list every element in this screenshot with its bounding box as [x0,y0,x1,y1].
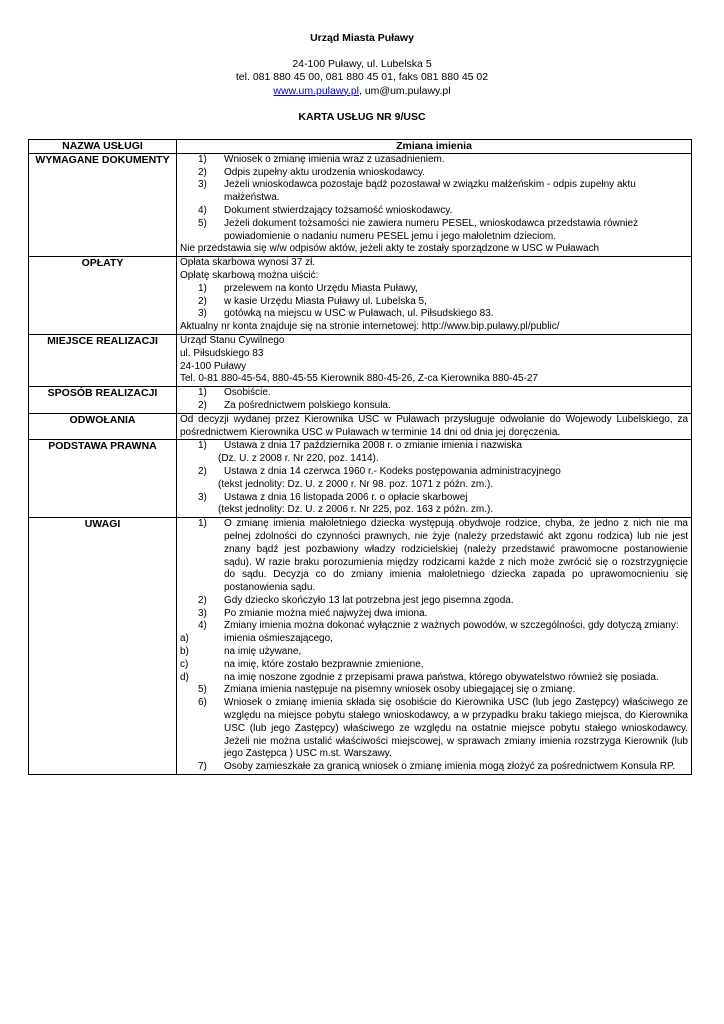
list-item: 2) Gdy dziecko skończyło 13 lat potrzebna jest jego pisemna zgoda. [198,594,514,606]
list-item: 2) Ustawa z dnia 14 czerwca 1960 r.- Kodeks postępowania administracyjnego [198,465,561,477]
appeal-label: ODWOŁANIA [29,413,177,440]
list-item: 4) Zmiany imienia można dokonać wyłącznie z ważnych powodów, w szczególności, gdy dotyczą zmiany: [198,620,679,632]
list-item: c) na imię, które zostało bezprawnie zmienione, [180,658,424,670]
fees-label: OPŁATY [29,257,177,335]
fees-row [29,257,692,335]
fee-payment-intro: Opłatę skarbową można uiścić: [180,269,319,281]
documents-note: Nie przedstawia się w/w odpisów aktów, jeżeli akty te zostały sporządzone w USC w Puławach [180,243,600,255]
legal-row [29,440,692,518]
legal-citation: (tekst jednolity: Dz. U. z 2006 r. Nr 225, poz. 163 z późn. zm.). [218,504,494,516]
legal-content [177,440,692,518]
list-item: 3) Ustawa z dnia 16 listopada 2006 r. o opłacie skarbowej [198,491,468,503]
list-item: 1) przelewem na konto Urzędu Miasta Puławy, [198,282,418,294]
place-content [177,334,692,386]
method-row [29,387,692,414]
place-label: MIEJSCE REALIZACJI [29,334,177,386]
document-header [0,32,724,98]
list-item: 5) Jeżeli dokument tożsamości nie zawiera numeru PESEL, wnioskodawca przedstawia również powiadomienie o nadaniu numeru PESEL jemu i jego małoletnim dzieciom. [198,217,639,242]
notes-label: UWAGI [29,518,177,775]
service-card-table [28,139,692,775]
list-item: d) na imię noszone zgodnie z przepisami prawa państwa, którego obywatelstwo również się posiada. [180,671,659,683]
place-row [29,334,692,386]
place-line: ul. Piłsudskiego 83 [180,347,264,359]
documents-label: WYMAGANE DOKUMENTY [29,153,177,256]
service-name-value: Zmiana imienia [177,140,692,154]
list-item: b) na imię używane, [180,646,302,658]
office-address: 24-100 Puławy, ul. Lubelska 5 [292,57,432,70]
appeal-content: Od decyzji wydanej przez Kierownika USC w Puławach przysługuje odwołanie do Wojewody Lubelskiego, za pośrednictwem Kierownika USC w Puławach w terminie 14 dni od dnia jej doręczenia. [177,413,692,440]
list-item: 1) O zmianę imienia małoletniego dziecka występują obydwoje rodzice, chyba, że jedno z nich nie ma pełnej zdolności do czynności prawnych, nie żyje (należy przedstawić akt zgonu rodzica) lub nie jest znany bądź jest pozbawiony władzy rodzicielskiej (należy przedstawić prawomocne postanowienie sądu). W razie braku porozumienia między rodzicami każde z nich może zwrócić się o rozstrzygnięcie do sądu. Decyzja co do zmiany imienia małoletniego dziecka zapada po uprawomocnieniu się postanowienia sądu. [198,518,688,594]
list-item: 5) Zmiana imienia następuje na pisemny wniosek osoby ubiegającej się o zmianę. [198,684,576,696]
list-item: 3) Po zmianie można mieć najwyżej dwa imiona. [198,607,428,619]
document-title: KARTA USŁUG NR 9/USC [298,111,426,123]
website-link[interactable]: www.um.pulawy.pl [273,84,359,97]
appeal-row [29,413,692,440]
fee-amount: Opłata skarbowa wynosi 37 zł. [180,257,316,269]
office-contact [0,85,724,99]
list-item: 1) Osobiście. [198,387,271,399]
documents-row [29,153,692,256]
list-item: 6) Wniosek o zmianę imienia składa się osobiście do Kierownika USC (lub jego Zastępcy) właściwego ze względu na miejsce pobytu stałego wnioskodawcy, a w przypadku braku takiego miejsca, do Kierownika USC (lub jego Zastępcy) właściwego ze względu na ostatnie miejsce pobytu stałego wnioskodawcy. Jeżeli nie można ustalić właściwości miejscowej, w sprawach zmiany imienia rozstrzyga Kierownik (lub jego Zastępca ) USC m.st. Warszawy. [198,697,688,760]
list-item: 3) gotówką na miejscu w USC w Puławach, ul. Piłsudskiego 83. [198,308,494,320]
office-name: Urząd Miasta Puławy [310,32,414,44]
table-header-row [29,140,692,154]
documents-content [177,153,692,256]
list-item: 2) w kasie Urzędu Miasta Puławy ul. Lubelska 5, [198,295,427,307]
method-label: SPOSÓB REALIZACJI [29,387,177,414]
legal-citation: (Dz. U. z 2008 r. Nr 220, poz. 1414). [218,453,379,465]
legal-citation: (tekst jednolity: Dz. U. z 2000 r. Nr 98. poz. 1071 z późn. zm.). [218,478,494,490]
list-item: 7) Osoby zamieszkałe za granicą wniosek o zmianę imienia mogą złożyć za pośrednictwem Konsula RP. [198,761,676,773]
contact-separator: , [359,84,365,97]
fees-note: Aktualny nr konta znajduje się na stronie internetowej: http://www.bip.pulawy.pl/public/ [180,321,560,333]
list-item: a) imienia ośmieszającego, [180,633,333,645]
fees-content [177,257,692,335]
service-name-label: NAZWA USŁUGI [29,140,177,154]
list-item: 2) Za pośrednictwem polskiego konsula. [198,399,391,411]
notes-content [177,518,692,775]
method-content [177,387,692,414]
list-item: 3) Jeżeli wnioskodawca pozostaje bądź pozostawał w związku małżeńskim - odpis zupełny aktu małżeństwa. [198,179,636,204]
list-item: 2) Odpis zupełny aktu urodzenia wnioskodawcy. [198,166,426,178]
notes-row [29,518,692,775]
office-phones: tel. 081 880 45 00, 081 880 45 01, faks 081 880 45 02 [235,71,489,83]
list-item: 1) Ustawa z dnia 17 października 2008 r. o zmianie imienia i nazwiska [198,440,522,452]
list-item: 1) Wniosek o zmianę imienia wraz z uzasadnieniem. [198,153,445,165]
place-line: Tel. 0-81 880-45-54, 880-45-55 Kierownik 880-45-26, Z-ca Kierownika 880-45-27 [180,373,538,385]
list-item: 4) Dokument stwierdzający tożsamość wnioskodawcy. [198,204,453,216]
legal-label: PODSTAWA PRAWNA [29,440,177,518]
place-line: Urząd Stanu Cywilnego [180,334,285,346]
email-address[interactable]: um@um.pulawy.pl [364,84,451,97]
place-line: 24-100 Puławy [180,360,247,372]
